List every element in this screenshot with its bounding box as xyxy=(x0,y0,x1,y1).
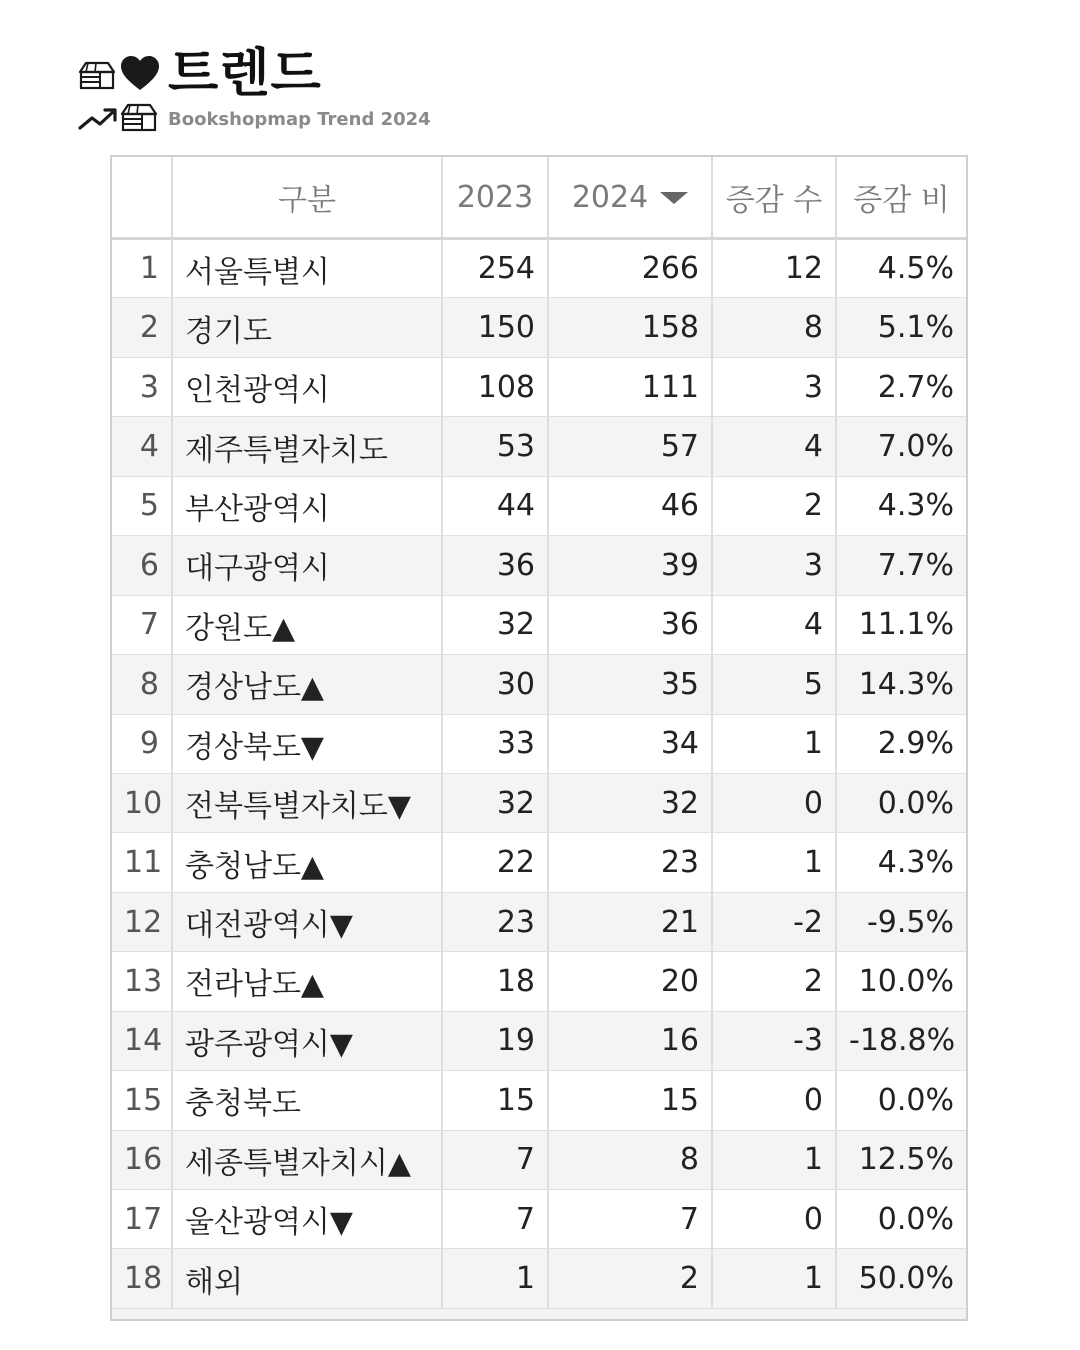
ratio-cell: -9.5% xyxy=(836,892,966,951)
rank-cell: 15 xyxy=(112,1071,172,1130)
diff-cell: 1 xyxy=(712,714,836,773)
value-2023-cell: 36 xyxy=(442,536,548,595)
bookshop-icon xyxy=(120,102,158,132)
region-cell: 대구광역시 xyxy=(172,536,442,595)
region-cell: 세종특별자치시▲ xyxy=(172,1130,442,1189)
ratio-cell: 10.0% xyxy=(836,952,966,1011)
region-cell: 강원도▲ xyxy=(172,595,442,654)
table-row xyxy=(112,1249,966,1308)
value-2024-cell: 111 xyxy=(548,357,712,416)
table-row xyxy=(112,952,966,1011)
rank-cell: 8 xyxy=(112,655,172,714)
diff-cell: 1 xyxy=(712,1249,836,1308)
rank-cell: 5 xyxy=(112,476,172,535)
diff-cell: 0 xyxy=(712,1071,836,1130)
ratio-cell: 2.7% xyxy=(836,357,966,416)
table-row xyxy=(112,417,966,476)
value-2024-cell: 8 xyxy=(548,1130,712,1189)
table-header-row xyxy=(112,157,966,239)
rank-cell: 14 xyxy=(112,1011,172,1070)
diff-cell: 4 xyxy=(712,417,836,476)
value-2023-cell: 150 xyxy=(442,298,548,357)
value-2024-cell: 21 xyxy=(548,892,712,951)
rank-cell: 10 xyxy=(112,773,172,832)
ratio-cell: 0.0% xyxy=(836,1071,966,1130)
column-header-diff[interactable]: 증감 수 xyxy=(712,157,836,239)
bookshop-icon xyxy=(78,60,116,90)
value-2023-cell: 30 xyxy=(442,655,548,714)
region-cell: 경기도 xyxy=(172,298,442,357)
value-2024-cell: 46 xyxy=(548,476,712,535)
diff-cell: 4 xyxy=(712,595,836,654)
sort-descending-icon xyxy=(660,192,688,204)
table-row xyxy=(112,239,966,298)
diff-cell: 1 xyxy=(712,833,836,892)
value-2024-cell: 16 xyxy=(548,1011,712,1070)
rank-cell: 12 xyxy=(112,892,172,951)
diff-cell: 3 xyxy=(712,357,836,416)
region-cell: 전북특별자치도▼ xyxy=(172,773,442,832)
table-row xyxy=(112,1190,966,1249)
ratio-cell: 0.0% xyxy=(836,1190,966,1249)
column-header-region[interactable]: 구분 xyxy=(172,157,442,239)
heart-icon xyxy=(120,56,160,92)
ratio-cell: 7.7% xyxy=(836,536,966,595)
region-cell: 서울특별시 xyxy=(172,239,442,298)
value-2024-cell: 20 xyxy=(548,952,712,1011)
header xyxy=(78,44,498,137)
diff-cell: 5 xyxy=(712,655,836,714)
column-header-2024[interactable] xyxy=(548,157,712,239)
column-header-ratio[interactable]: 증감 비 xyxy=(836,157,966,239)
diff-cell: 0 xyxy=(712,773,836,832)
rank-cell: 13 xyxy=(112,952,172,1011)
value-2023-cell: 32 xyxy=(442,595,548,654)
region-cell: 광주광역시▼ xyxy=(172,1011,442,1070)
table-row xyxy=(112,536,966,595)
ratio-cell: 14.3% xyxy=(836,655,966,714)
value-2023-cell: 53 xyxy=(442,417,548,476)
rank-cell: 17 xyxy=(112,1190,172,1249)
value-2024-cell: 158 xyxy=(548,298,712,357)
value-2024-cell: 32 xyxy=(548,773,712,832)
ratio-cell: 11.1% xyxy=(836,595,966,654)
value-2023-cell: 7 xyxy=(442,1190,548,1249)
column-header-2024-label: 2024 xyxy=(571,179,649,215)
value-2023-cell: 44 xyxy=(442,476,548,535)
diff-cell: 8 xyxy=(712,298,836,357)
value-2023-cell: 18 xyxy=(442,952,548,1011)
value-2024-cell: 7 xyxy=(548,1190,712,1249)
region-cell: 전라남도▲ xyxy=(172,952,442,1011)
table-row xyxy=(112,714,966,773)
table-row xyxy=(112,298,966,357)
column-header-2023[interactable]: 2023 xyxy=(442,157,548,239)
value-2023-cell: 22 xyxy=(442,833,548,892)
value-2024-cell: 36 xyxy=(548,595,712,654)
ratio-cell: 7.0% xyxy=(836,417,966,476)
value-2023-cell: 254 xyxy=(442,239,548,298)
page-subtitle: Bookshopmap Trend 2024 xyxy=(168,109,431,130)
table-row xyxy=(112,833,966,892)
region-cell: 울산광역시▼ xyxy=(172,1190,442,1249)
rank-cell: 2 xyxy=(112,298,172,357)
rank-cell: 3 xyxy=(112,357,172,416)
stats-table xyxy=(112,157,966,1309)
region-cell: 충청북도 xyxy=(172,1071,442,1130)
ratio-cell: 2.9% xyxy=(836,714,966,773)
rank-cell: 9 xyxy=(112,714,172,773)
table-row xyxy=(112,773,966,832)
table-row xyxy=(112,357,966,416)
value-2024-cell: 15 xyxy=(548,1071,712,1130)
diff-cell: 1 xyxy=(712,1130,836,1189)
rank-cell: 16 xyxy=(112,1130,172,1189)
table-row xyxy=(112,595,966,654)
rank-cell: 11 xyxy=(112,833,172,892)
value-2023-cell: 33 xyxy=(442,714,548,773)
value-2023-cell: 108 xyxy=(442,357,548,416)
region-cell: 인천광역시 xyxy=(172,357,442,416)
rank-cell: 7 xyxy=(112,595,172,654)
value-2024-cell: 39 xyxy=(548,536,712,595)
diff-cell: 2 xyxy=(712,476,836,535)
region-cell: 부산광역시 xyxy=(172,476,442,535)
ratio-cell: 50.0% xyxy=(836,1249,966,1308)
ratio-cell: -18.8% xyxy=(836,1011,966,1070)
region-cell: 충청남도▲ xyxy=(172,833,442,892)
region-cell: 경상남도▲ xyxy=(172,655,442,714)
table-body xyxy=(112,239,966,1309)
table-row xyxy=(112,1130,966,1189)
rank-cell: 18 xyxy=(112,1249,172,1308)
rank-cell: 1 xyxy=(112,239,172,298)
region-cell: 해외 xyxy=(172,1249,442,1308)
rank-cell: 6 xyxy=(112,536,172,595)
table-row xyxy=(112,1011,966,1070)
ratio-cell: 4.5% xyxy=(836,239,966,298)
stats-table-container xyxy=(110,155,968,1321)
value-2024-cell: 57 xyxy=(548,417,712,476)
diff-cell: 0 xyxy=(712,1190,836,1249)
table-row xyxy=(112,655,966,714)
ratio-cell: 12.5% xyxy=(836,1130,966,1189)
value-2024-cell: 34 xyxy=(548,714,712,773)
region-cell: 제주특별자치도 xyxy=(172,417,442,476)
table-row xyxy=(112,1071,966,1130)
diff-cell: 12 xyxy=(712,239,836,298)
value-2023-cell: 7 xyxy=(442,1130,548,1189)
value-2024-cell: 23 xyxy=(548,833,712,892)
value-2024-cell: 266 xyxy=(548,239,712,298)
diff-cell: 2 xyxy=(712,952,836,1011)
diff-cell: -2 xyxy=(712,892,836,951)
diff-cell: 3 xyxy=(712,536,836,595)
page-title: 트렌드 xyxy=(168,44,322,104)
value-2024-cell: 35 xyxy=(548,655,712,714)
value-2023-cell: 32 xyxy=(442,773,548,832)
ratio-cell: 5.1% xyxy=(836,298,966,357)
rank-cell: 4 xyxy=(112,417,172,476)
table-row xyxy=(112,476,966,535)
value-2023-cell: 1 xyxy=(442,1249,548,1308)
ratio-cell: 0.0% xyxy=(836,773,966,832)
value-2023-cell: 19 xyxy=(442,1011,548,1070)
region-cell: 경상북도▼ xyxy=(172,714,442,773)
value-2024-cell: 2 xyxy=(548,1249,712,1308)
ratio-cell: 4.3% xyxy=(836,833,966,892)
trend-up-icon xyxy=(78,108,118,130)
column-header-rank xyxy=(112,157,172,239)
region-cell: 대전광역시▼ xyxy=(172,892,442,951)
value-2023-cell: 23 xyxy=(442,892,548,951)
value-2023-cell: 15 xyxy=(442,1071,548,1130)
ratio-cell: 4.3% xyxy=(836,476,966,535)
diff-cell: -3 xyxy=(712,1011,836,1070)
table-row xyxy=(112,892,966,951)
